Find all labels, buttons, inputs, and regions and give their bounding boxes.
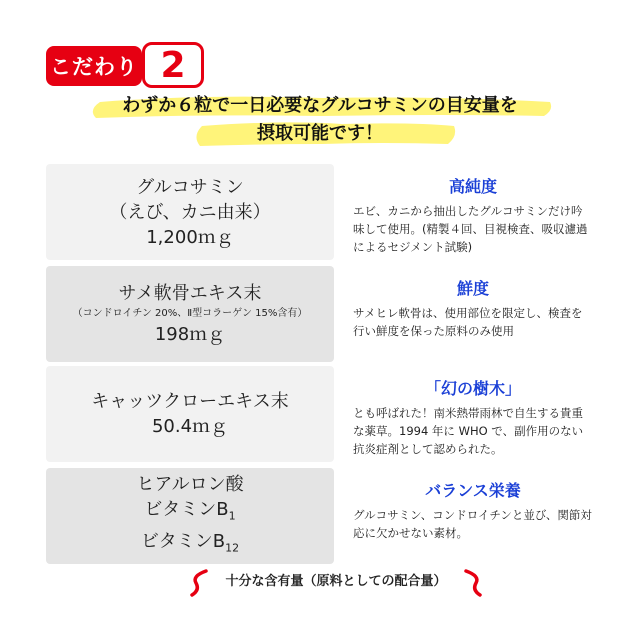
ingredient-vitamin-b12: ビタミン$B_{12}$	[140, 530, 240, 555]
feature-description: サメヒレ軟骨は、使用部位を限定し、検査を行い鮮度を保った原料のみ使用	[353, 306, 583, 338]
feature-title: 高純度	[448, 177, 497, 196]
kodawari-badge	[46, 42, 210, 92]
footer-text: 十分な含有量（原料としての配合量）	[225, 574, 447, 589]
ingredient-amount: 1,200ｍｇ	[146, 226, 234, 248]
ingredient-row-shark-cartilage	[46, 266, 598, 362]
ingredient-row-glucosamine	[46, 164, 598, 260]
feature-cell	[348, 164, 598, 260]
ingredient-name: ヒアルロン酸	[136, 473, 244, 495]
ingredient-amount: 198ｍｇ	[154, 324, 226, 345]
footer-note	[186, 568, 486, 598]
badge-number: 2	[142, 42, 204, 88]
headline-line-1: わずか６粒で一日必要なグルコサミンの目安量を	[122, 95, 518, 116]
ingredient-cell	[46, 266, 334, 362]
feature-title: バランス栄養	[425, 481, 521, 500]
ingredient-cell	[46, 366, 334, 462]
ingredient-composition: （コンドロイチン 20%、Ⅱ型コラーゲン 15%含有）	[72, 308, 308, 319]
ingredient-row-hyaluronic	[46, 468, 598, 564]
feature-cell	[348, 468, 598, 564]
ingredient-source: （えび、カニ由来）	[109, 201, 271, 223]
ingredient-name: サメ軟骨エキス末	[118, 283, 262, 304]
right-red-brace-icon	[460, 568, 486, 598]
feature-cell	[348, 266, 598, 362]
ingredient-cell	[46, 468, 334, 564]
feature-cell	[348, 366, 598, 462]
feature-title: 鮮度	[456, 279, 489, 298]
feature-description: グルコサミン、コンドロイチンと並び、関節対応に欠かせない素材。	[353, 508, 592, 540]
badge-label: こだわり	[46, 46, 142, 86]
left-red-brace-icon	[186, 568, 212, 598]
feature-description: とも呼ばれた！南米熱帯雨林で自生する貴重な薬草。1994 年に WHO で、副作用のない抗炎症剤として認められた。	[353, 406, 584, 456]
ingredient-amount: 50.4ｍｇ	[151, 416, 229, 437]
headline-line-2: 摂取可能です！	[257, 123, 383, 144]
headline	[82, 90, 558, 152]
feature-title: 「幻の樹木」	[424, 379, 521, 398]
ingredient-row-cats-claw	[46, 366, 598, 462]
feature-description: エビ、カニから抽出したグルコサミンだけ吟味して使用。(精製４回、目視検査、吸収濾過によるセジメント試験)	[353, 204, 588, 254]
ingredient-name: グルコサミン	[136, 176, 244, 198]
ingredient-name: キャッツクローエキス末	[91, 391, 289, 412]
ingredient-vitamin-b1: ビタミン$B_1$	[144, 498, 236, 523]
ingredient-cell	[46, 164, 334, 260]
